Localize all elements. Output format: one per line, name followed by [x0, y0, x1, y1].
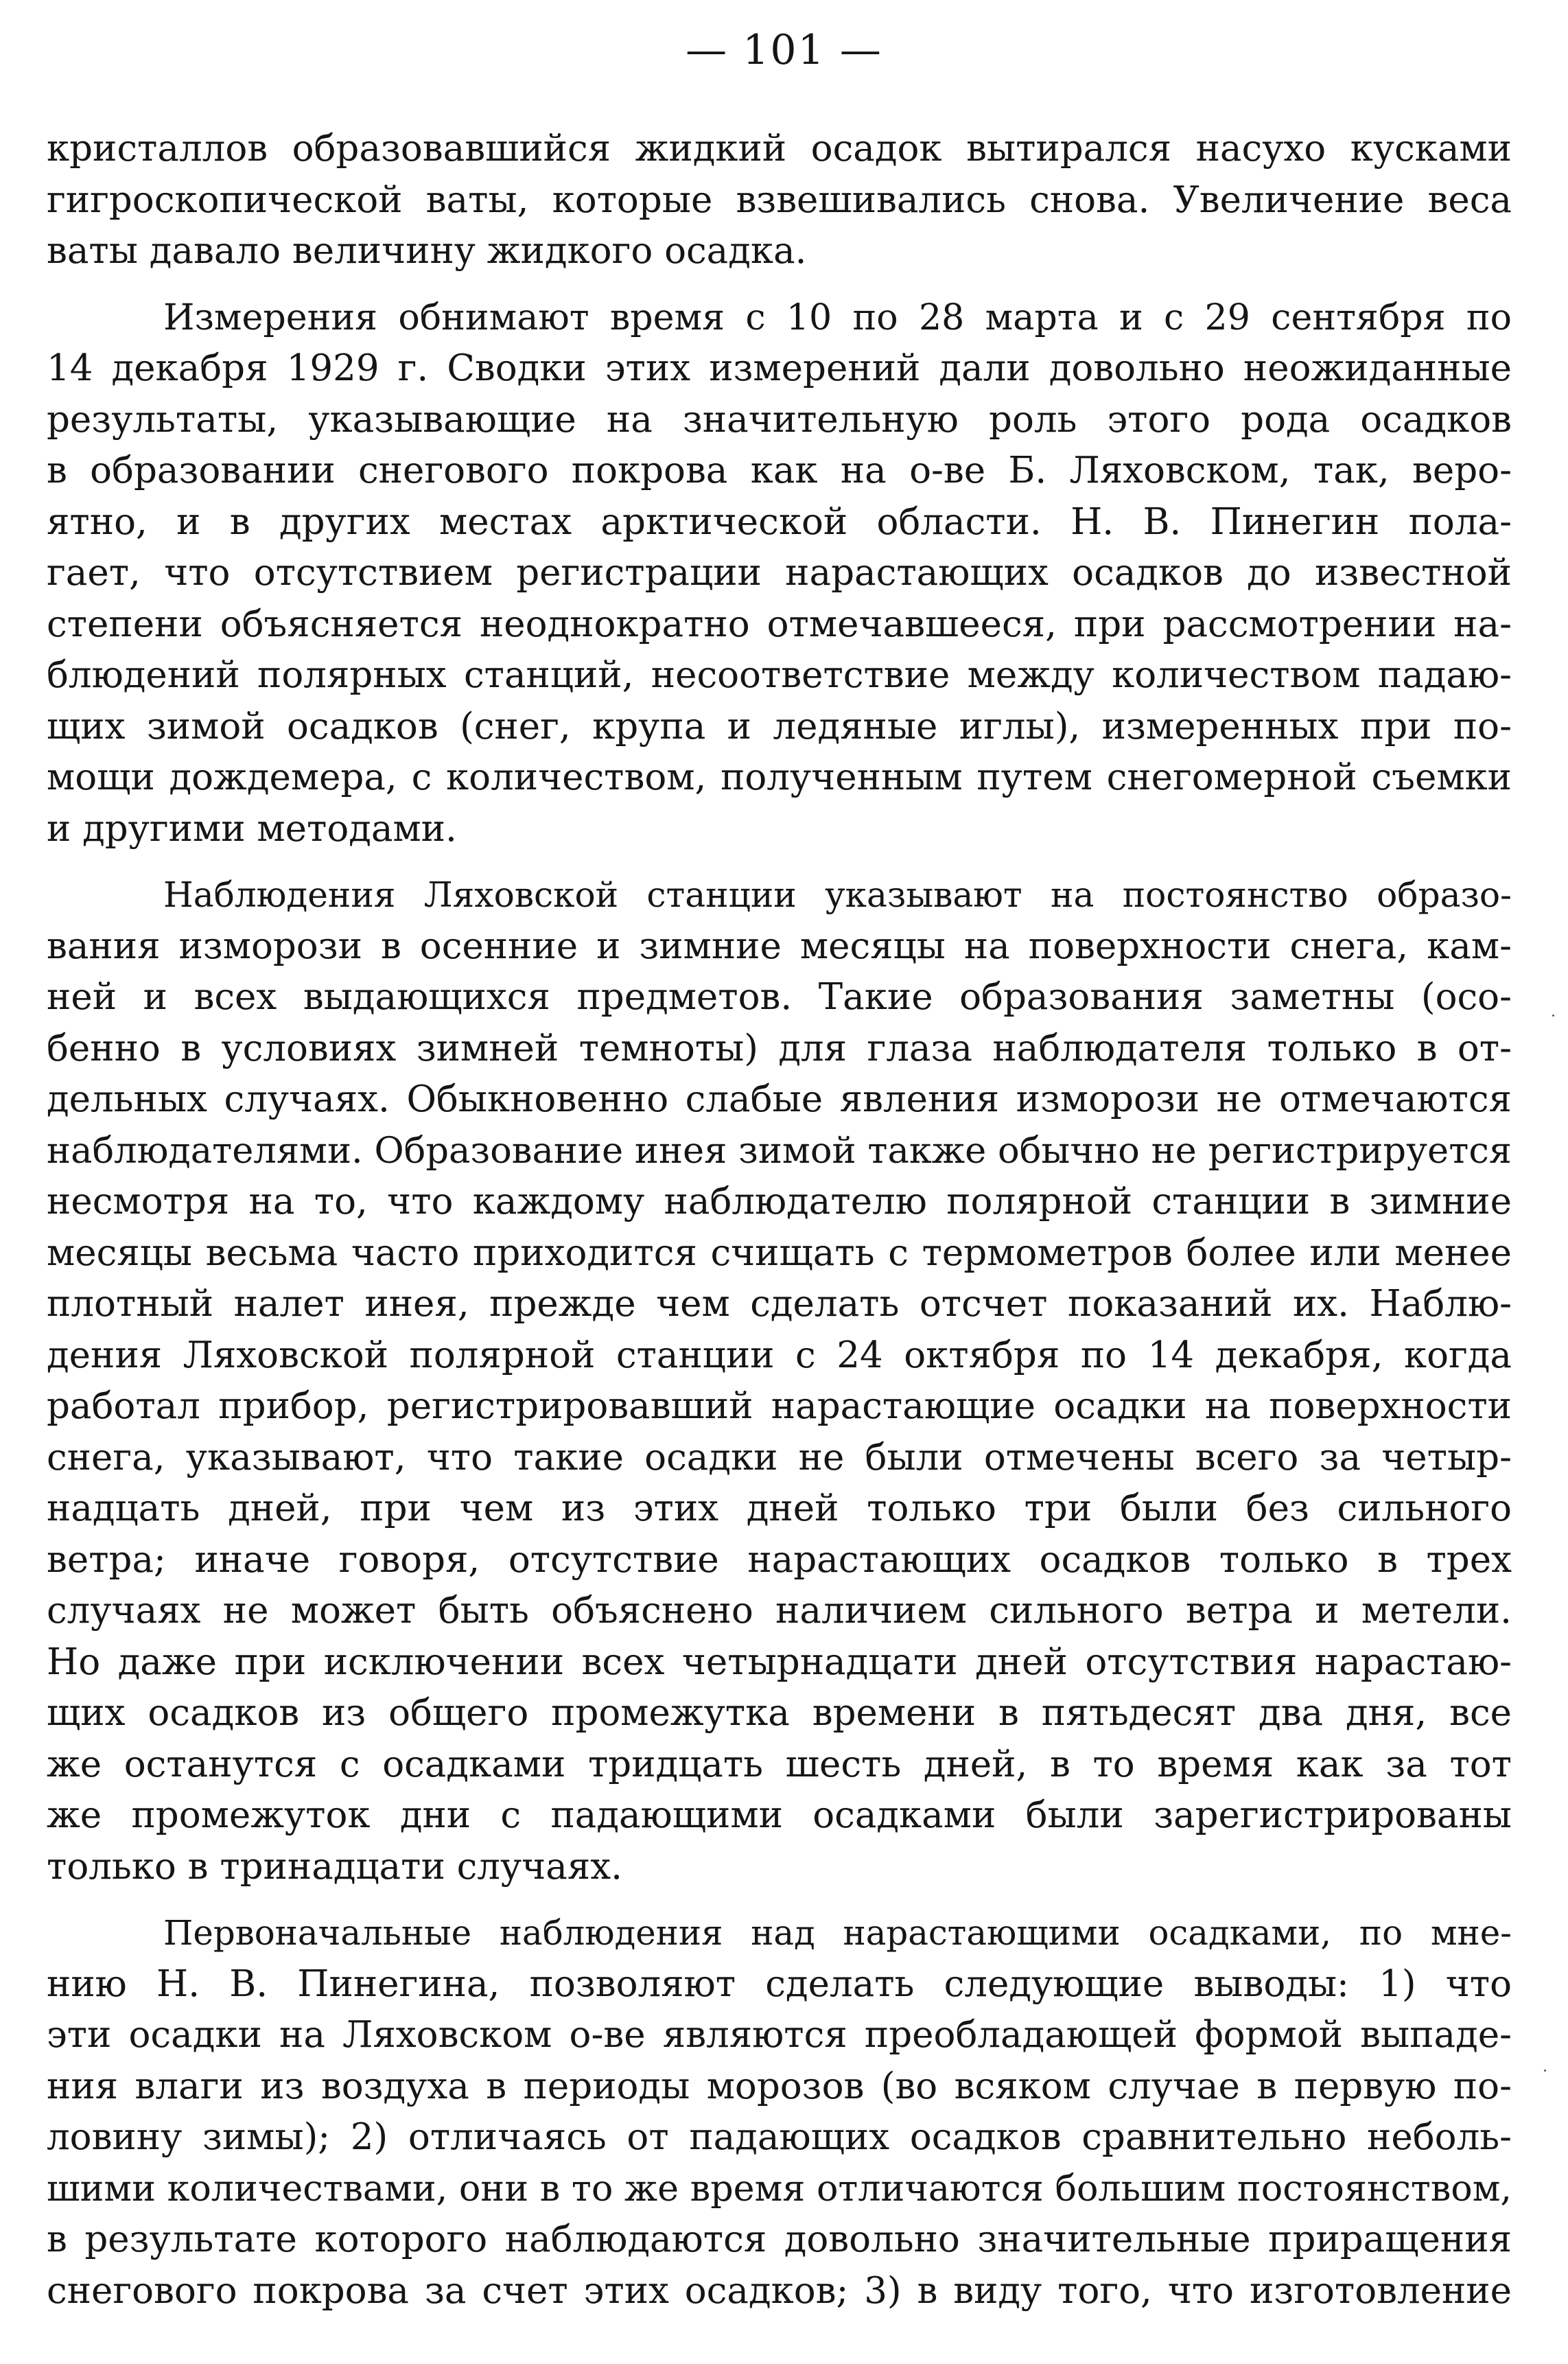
paragraph-3 [47, 870, 1512, 1892]
body-text [47, 124, 1512, 2317]
text-line: в образовании снегового покрова как на о-ве Б. Ляховском, так, веро- [47, 450, 1512, 491]
text-line: Наблюдения Ляховской станции указывают на постоянство образо- [163, 874, 1512, 915]
text-line: ния влаги из воздуха в периоды морозов (во всяком случае в первую по- [47, 2065, 1512, 2107]
text-line: результаты, указывающие на значительную роль этого рода осадков [47, 398, 1512, 441]
text-line: ятно, и в других местах арктической области. Н. В. Пинегин пола- [47, 500, 1512, 543]
text-line: вания изморози в осенние и зимние месяцы на поверхности снега, кам- [47, 925, 1512, 967]
text-line: месяцы весьма часто приходится счищать с термометров более или менее [47, 1231, 1512, 1274]
text-line: щих осадков из общего промежутка времени в пятьдесят два дня, все [47, 1692, 1512, 1734]
text-line: бенно в условиях зимней темноты) для глаза наблюдателя только в от- [47, 1027, 1512, 1069]
text-line: наблюдателями. Образование инея зимой также обычно не регистрируется [47, 1129, 1512, 1172]
text-line: Но даже при исключении всех четырнадцати дней отсутствия нарастаю- [47, 1641, 1512, 1683]
text-line: шими количествами, они в то же время отличаются большим постоянством, [47, 2167, 1512, 2210]
text-line: кристаллов образовавшийся жидкий осадок вытирался насухо кусками [47, 128, 1512, 170]
text-line: дения Ляховской полярной станции с 24 октября по 14 декабря, когда [47, 1334, 1512, 1376]
scan-speck [1544, 2070, 1546, 2072]
text-line: нию Н. В. Пинегина, позволяют сделать следующие выводы: 1) что [47, 1962, 1512, 2005]
text-line: Первоначальные наблюдения над нарастающими осадками, по мне- [163, 1913, 1512, 1953]
text-line: 14 декабря 1929 г. Сводки этих измерений дали довольно неожиданные [47, 347, 1512, 389]
text-line: работал прибор, регистрировавший нарастающие осадки на поверхности [47, 1385, 1512, 1427]
text-line: ней и всех выдающихся предметов. Такие образования заметны (осо- [47, 976, 1512, 1018]
text-line: и другими методами. [47, 807, 457, 850]
text-line: степени объясняется неоднократно отмечавшееся, при рассмотрении на- [47, 603, 1512, 645]
paragraph-1 [47, 124, 1512, 277]
page-number: — 101 — [686, 26, 882, 74]
text-line: плотный налет инея, прежде чем сделать отсчет показаний их. Наблю- [47, 1283, 1512, 1325]
scan-speck [1552, 1015, 1554, 1017]
text-line: блюдений полярных станций, несоответствие между количеством падаю- [47, 654, 1512, 696]
text-line: только в тринадцати случаях. [47, 1845, 622, 1888]
text-line: в результате которого наблюдаются довольно значительные приращения [47, 2218, 1512, 2260]
text-line: ваты давало величину жидкого осадка. [47, 230, 807, 272]
text-line: ловину зимы); 2) отличаясь от падающих осадков сравнительно неболь- [47, 2116, 1512, 2158]
paragraph-4 [47, 1908, 1512, 2317]
text-line: снегового покрова за счет этих осадков; 3) в виду того, что изготовление [47, 2269, 1512, 2312]
text-line: Измерения обнимают время с 10 по 28 марта и с 29 сентября по [163, 297, 1512, 338]
text-line: ветра; иначе говоря, отсутствие нарастающих осадков только в трех [47, 1538, 1512, 1581]
text-line: случаях не может быть объяснено наличием сильного ветра и метели. [47, 1590, 1512, 1632]
text-line: мощи дождемера, с количеством, полученным путем снегомерной съемки [47, 756, 1512, 798]
text-line: дельных случаях. Обыкновенно слабые явления изморози не отмечаются [47, 1078, 1512, 1120]
text-line: снега, указывают, что такие осадки не были отмечены всего за четыр- [47, 1436, 1512, 1479]
text-line: эти осадки на Ляховском о-ве являются преобладающей формой выпаде- [47, 2014, 1512, 2056]
text-line: гигроскопической ваты, которые взвешивались снова. Увеличение веса [47, 178, 1512, 221]
text-line: несмотря на то, что каждому наблюдателю полярной станции в зимние [47, 1181, 1512, 1222]
paragraph-2 [47, 292, 1512, 855]
text-line: же останутся с осадками тридцать шесть дней, в то время как за тот [47, 1743, 1512, 1785]
text-line: же промежуток дни с падающими осадками были зарегистрированы [47, 1794, 1512, 1836]
text-line: надцать дней, при чем из этих дней только три были без сильного [47, 1487, 1512, 1529]
text-line: гает, что отсутствием регистрации нарастающих осадков до известной [47, 552, 1512, 594]
text-line: щих зимой осадков (снег, крупа и ледяные иглы), измеренных при по- [47, 705, 1512, 748]
